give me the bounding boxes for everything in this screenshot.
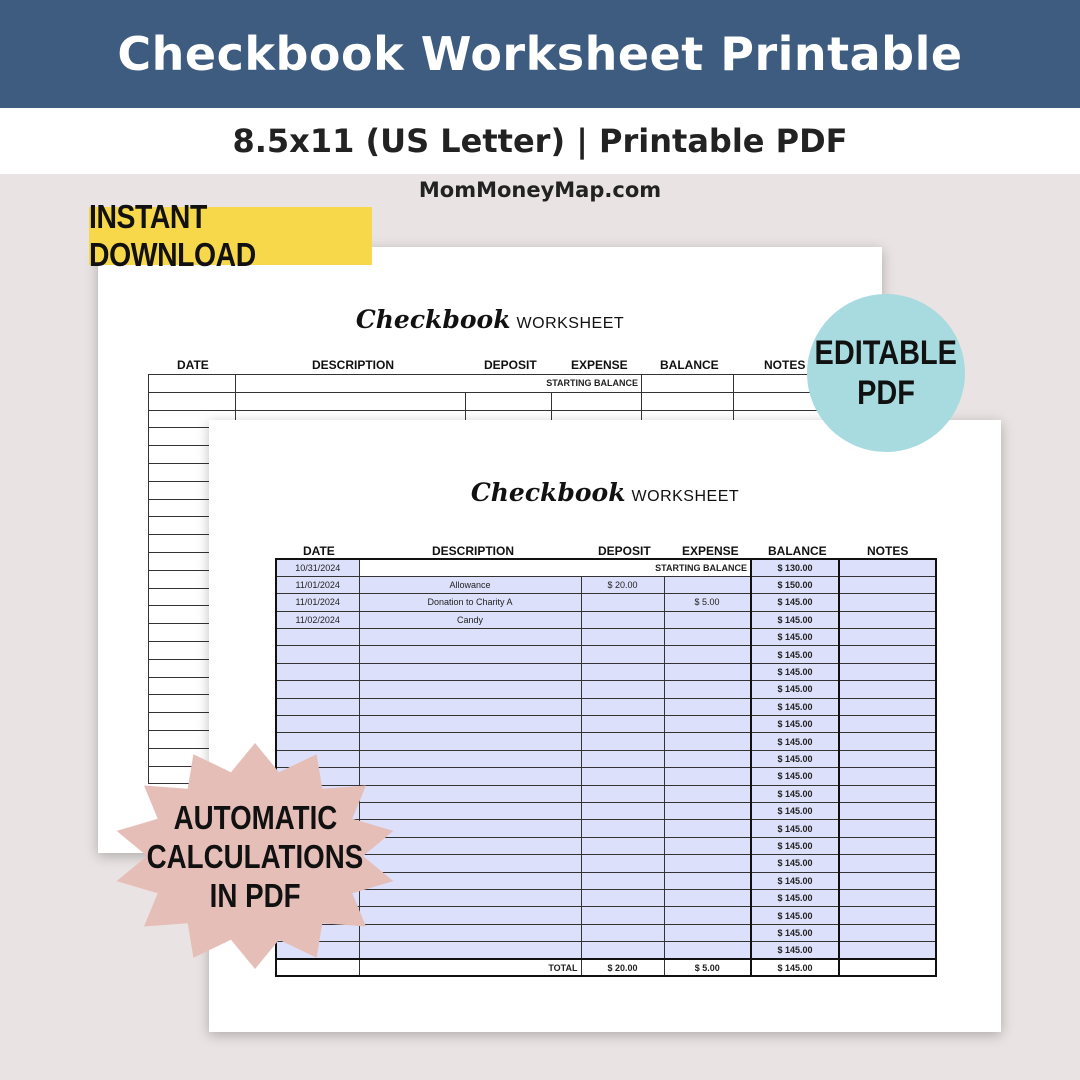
table-row [276, 594, 936, 611]
table-row [276, 698, 936, 715]
balance-cell[interactable]: $ 145.00 [751, 802, 839, 819]
starting-balance-label: STARTING BALANCE [359, 559, 751, 576]
deposit-cell[interactable] [581, 820, 664, 837]
total-expense: $ 5.00 [664, 959, 751, 976]
expense-cell[interactable] [664, 629, 751, 646]
balance-cell[interactable]: $ 145.00 [751, 698, 839, 715]
balance-cell[interactable]: $ 145.00 [751, 855, 839, 872]
table-cell[interactable] [149, 375, 236, 393]
expense-cell[interactable] [664, 663, 751, 680]
description-cell[interactable] [359, 629, 581, 646]
date-cell[interactable] [276, 716, 359, 733]
balance-cell[interactable]: $ 145.00 [751, 681, 839, 698]
starting-balance-row [149, 375, 867, 393]
deposit-cell[interactable] [581, 889, 664, 906]
col-header-expense: EXPENSE [682, 544, 739, 558]
col-header-notes: NOTES [867, 544, 909, 558]
notes-cell[interactable] [839, 785, 936, 802]
description-cell[interactable] [359, 716, 581, 733]
table-cell[interactable] [642, 375, 734, 393]
expense-cell[interactable] [664, 855, 751, 872]
table-row [276, 629, 936, 646]
notes-cell[interactable] [839, 559, 936, 576]
expense-cell[interactable] [664, 733, 751, 750]
expense-cell[interactable] [664, 889, 751, 906]
table-cell [839, 959, 936, 976]
table-cell[interactable] [642, 392, 734, 410]
expense-cell[interactable] [664, 611, 751, 628]
balance-cell[interactable]: $ 145.00 [751, 663, 839, 680]
notes-cell[interactable] [839, 629, 936, 646]
filled-worksheet-title [209, 478, 1001, 507]
balance-cell[interactable]: $ 145.00 [751, 889, 839, 906]
banner-title: Checkbook Worksheet Printable [0, 0, 1080, 108]
balance-cell[interactable]: $ 145.00 [751, 733, 839, 750]
notes-cell[interactable] [839, 646, 936, 663]
starting-balance-label: STARTING BALANCE [236, 375, 642, 393]
deposit-cell[interactable] [581, 663, 664, 680]
col-header-deposit: DEPOSIT [598, 544, 651, 558]
col-header-notes: NOTES [764, 358, 806, 372]
notes-cell[interactable] [839, 907, 936, 924]
notes-cell[interactable] [839, 855, 936, 872]
date-cell[interactable] [276, 629, 359, 646]
deposit-cell[interactable] [581, 716, 664, 733]
balance-cell[interactable]: $ 145.00 [751, 768, 839, 785]
total-deposit: $ 20.00 [581, 959, 664, 976]
balance-cell[interactable]: $ 145.00 [751, 646, 839, 663]
balance-cell[interactable]: $ 145.00 [751, 820, 839, 837]
description-cell[interactable]: Donation to Charity A [359, 594, 581, 611]
deposit-cell[interactable] [581, 872, 664, 889]
blank-worksheet-title [98, 305, 882, 334]
balance-cell[interactable]: $ 145.00 [751, 837, 839, 854]
expense-cell[interactable] [664, 872, 751, 889]
notes-cell[interactable] [839, 924, 936, 941]
notes-cell[interactable] [839, 872, 936, 889]
deposit-cell[interactable] [581, 785, 664, 802]
notes-cell[interactable] [839, 716, 936, 733]
title-plain: WORKSHEET [631, 488, 740, 505]
balance-cell[interactable]: $ 145.00 [751, 942, 839, 959]
deposit-cell[interactable] [581, 907, 664, 924]
editable-pdf-badge [807, 294, 965, 452]
date-cell[interactable] [276, 681, 359, 698]
expense-cell[interactable] [664, 802, 751, 819]
expense-cell[interactable] [664, 768, 751, 785]
notes-cell[interactable] [839, 698, 936, 715]
table-cell[interactable] [149, 392, 236, 410]
notes-cell[interactable] [839, 802, 936, 819]
notes-cell[interactable] [839, 663, 936, 680]
balance-cell[interactable]: $ 145.00 [751, 924, 839, 941]
deposit-cell[interactable] [581, 629, 664, 646]
table-row [149, 392, 867, 410]
expense-cell[interactable] [664, 837, 751, 854]
date-cell[interactable]: 11/01/2024 [276, 594, 359, 611]
col-header-description: DESCRIPTION [312, 358, 395, 372]
deposit-cell[interactable] [581, 733, 664, 750]
notes-cell[interactable] [839, 942, 936, 959]
deposit-cell[interactable] [581, 594, 664, 611]
table-row [276, 611, 936, 628]
deposit-cell[interactable]: $ 20.00 [581, 576, 664, 593]
expense-cell[interactable] [664, 907, 751, 924]
auto-line-2: CALCULATIONS [146, 837, 364, 875]
table-cell[interactable] [466, 392, 552, 410]
col-header-expense: EXPENSE [571, 358, 628, 372]
table-row [276, 663, 936, 680]
description-cell[interactable] [359, 646, 581, 663]
total-balance: $ 145.00 [751, 959, 839, 976]
website-label: MomMoneyMap.com [418, 178, 662, 202]
description-cell[interactable] [359, 698, 581, 715]
table-row [276, 716, 936, 733]
balance-cell[interactable]: $ 145.00 [751, 716, 839, 733]
table-cell[interactable] [552, 392, 642, 410]
notes-cell[interactable] [839, 768, 936, 785]
starting-date[interactable]: 10/31/2024 [276, 559, 359, 576]
balance-cell[interactable]: $ 150.00 [751, 576, 839, 593]
expense-cell[interactable] [664, 924, 751, 941]
balance-cell[interactable]: $ 145.00 [751, 611, 839, 628]
notes-cell[interactable] [839, 681, 936, 698]
expense-cell[interactable] [664, 646, 751, 663]
notes-cell[interactable] [839, 837, 936, 854]
auto-line-1: AUTOMATIC [173, 798, 337, 836]
description-cell[interactable]: Candy [359, 611, 581, 628]
automatic-calculations-badge [112, 742, 398, 970]
balance-cell[interactable]: $ 145.00 [751, 750, 839, 767]
notes-cell[interactable] [839, 733, 936, 750]
date-cell[interactable] [276, 663, 359, 680]
deposit-cell[interactable] [581, 750, 664, 767]
col-header-deposit: DEPOSIT [484, 358, 537, 372]
deposit-cell[interactable] [581, 611, 664, 628]
format-subtitle: 8.5x11 (US Letter) | Printable PDF [0, 108, 1080, 174]
description-cell[interactable]: Allowance [359, 576, 581, 593]
notes-cell[interactable] [839, 750, 936, 767]
date-cell[interactable] [276, 698, 359, 715]
auto-line-3: IN PDF [209, 876, 301, 914]
notes-cell[interactable] [839, 576, 936, 593]
deposit-cell[interactable] [581, 802, 664, 819]
description-cell[interactable] [359, 681, 581, 698]
notes-cell[interactable] [839, 820, 936, 837]
balance-cell[interactable]: $ 145.00 [751, 872, 839, 889]
table-row [276, 681, 936, 698]
date-cell[interactable]: 11/02/2024 [276, 611, 359, 628]
balance-cell[interactable]: $ 145.00 [751, 785, 839, 802]
expense-cell[interactable] [664, 716, 751, 733]
date-cell[interactable] [276, 646, 359, 663]
editable-line-1: EDITABLE [814, 334, 958, 372]
editable-line-2: PDF [857, 374, 915, 412]
deposit-cell[interactable] [581, 698, 664, 715]
col-header-balance: BALANCE [660, 358, 719, 372]
instant-download-badge: INSTANT DOWNLOAD [89, 207, 372, 265]
title-plain: WORKSHEET [516, 315, 625, 332]
deposit-cell[interactable] [581, 855, 664, 872]
table-cell[interactable] [236, 392, 466, 410]
starting-balance-value[interactable]: $ 130.00 [751, 559, 839, 576]
table-row [276, 646, 936, 663]
deposit-cell[interactable] [581, 681, 664, 698]
deposit-cell[interactable] [581, 924, 664, 941]
starting-balance-row [276, 559, 936, 576]
expense-cell[interactable] [664, 785, 751, 802]
deposit-cell[interactable] [581, 837, 664, 854]
col-header-balance: BALANCE [768, 544, 827, 558]
col-header-date: DATE [303, 544, 335, 558]
expense-cell[interactable] [664, 942, 751, 959]
expense-cell[interactable] [664, 820, 751, 837]
notes-cell[interactable] [839, 594, 936, 611]
expense-cell[interactable] [664, 681, 751, 698]
col-header-description: DESCRIPTION [432, 544, 515, 558]
balance-cell[interactable]: $ 145.00 [751, 907, 839, 924]
balance-cell[interactable]: $ 145.00 [751, 594, 839, 611]
deposit-cell[interactable] [581, 768, 664, 785]
notes-cell[interactable] [839, 889, 936, 906]
deposit-cell[interactable] [581, 646, 664, 663]
expense-cell[interactable] [664, 750, 751, 767]
expense-cell[interactable] [664, 576, 751, 593]
balance-cell[interactable]: $ 145.00 [751, 629, 839, 646]
title-script: Checkbook [470, 478, 626, 507]
col-header-date: DATE [177, 358, 209, 372]
total-label: TOTAL [359, 959, 581, 976]
title-script: Checkbook [355, 305, 511, 334]
notes-cell[interactable] [839, 611, 936, 628]
expense-cell[interactable] [664, 698, 751, 715]
description-cell[interactable] [359, 663, 581, 680]
table-row [276, 576, 936, 593]
expense-cell[interactable]: $ 5.00 [664, 594, 751, 611]
deposit-cell[interactable] [581, 942, 664, 959]
date-cell[interactable]: 11/01/2024 [276, 576, 359, 593]
